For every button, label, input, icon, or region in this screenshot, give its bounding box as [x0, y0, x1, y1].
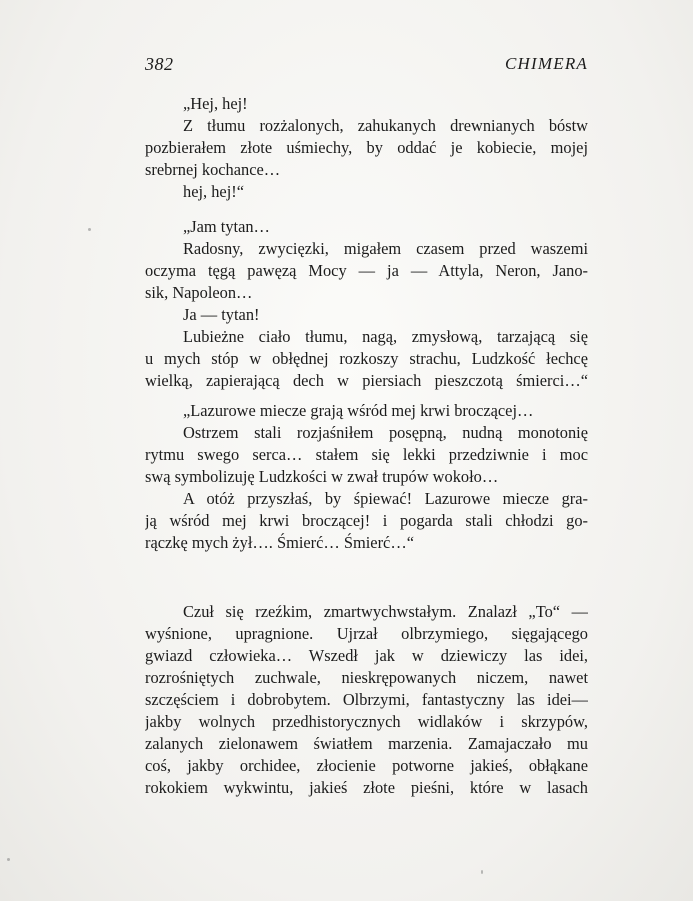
text-line: Z tłumu rozżalonych, zahukanych drewnianych bóstw	[183, 116, 588, 135]
journal-title: CHIMERA	[505, 54, 588, 73]
text-line: swą symbolizuję Ludzkości w zwał trupów wokoło…	[145, 467, 499, 486]
text-line: rozrośniętych zuchwale, nieskrępowanych niczem, nawet	[145, 668, 588, 687]
text-line: srebrnej kochance…	[145, 160, 281, 179]
text-line: „Lazurowe miecze grają wśród mej krwi broczącej…	[183, 401, 534, 420]
text-line: wyśnione, upragnione. Ujrzał olbrzymiego, sięgającego	[145, 624, 588, 643]
running-header	[145, 54, 588, 78]
text-line: zalanych zielonawem światłem marzenia. Zamajaczało mu	[145, 734, 588, 753]
text-line: Ja — tytan!	[183, 305, 260, 324]
text-line: Ostrzem stali rozjaśniłem posępną, nudną monotonię	[183, 423, 588, 442]
text-line: ją wśród mej krwi broczącej! i pogarda stali chłodzi go-	[145, 511, 588, 530]
paper-speck	[88, 228, 91, 231]
text-line: pozbierałem złote uśmiechy, by oddać je kobiecie, mojej	[145, 138, 588, 157]
text-line: jakby wolnych przedhistorycznych widlaków i skrzypów,	[145, 712, 588, 731]
text-line: wielką, zapierającą dech w piersiach pieszczotą śmierci…“	[145, 371, 588, 390]
text-line: oczyma tęgą pawęzą Mocy — ja — Attyla, Neron, Jano-	[145, 261, 588, 280]
text-line: A otóż przyszłaś, by śpiewać! Lazurowe miecze gra-	[183, 489, 588, 508]
paper-speck	[481, 870, 483, 874]
text-line: „Hej, hej!	[183, 94, 248, 113]
text-line: szczęściem i dobrobytem. Olbrzymi, fantastyczny las idei—	[145, 690, 588, 709]
text-line: u mych stóp w obłędnej rozkoszy strachu, Ludzkość łechcę	[145, 349, 588, 368]
text-line: „Jam tytan…	[183, 217, 270, 236]
paper-speck	[7, 858, 10, 861]
text-line: Czuł się rzeźkim, zmartwychwstałym. Znalazł „To“ —	[183, 602, 588, 621]
text-line: Radosny, zwycięzki, migałem czasem przed waszemi	[183, 239, 588, 258]
text-line: Lubieżne ciało tłumu, nagą, zmysłową, tarzającą się	[183, 327, 588, 346]
text-line: rączkę mych żył…. Śmierć… Śmierć…“	[145, 533, 414, 552]
text-line: rokokiem wykwintu, jakieś złote pieśni, które w lasach	[145, 778, 588, 797]
text-line: rytmu swego serca… stałem się lekki przedziwnie i moc	[145, 445, 588, 464]
text-line: sik, Napoleon…	[145, 283, 253, 302]
text-line: coś, jakby orchidee, złocienie potworne jakieś, obłąkane	[145, 756, 588, 775]
text-line: hej, hej!“	[183, 182, 244, 201]
page-number: 382	[145, 54, 174, 74]
text-line: gwiazd człowieka… Wszedł jak w dziewiczy las idei,	[145, 646, 588, 665]
